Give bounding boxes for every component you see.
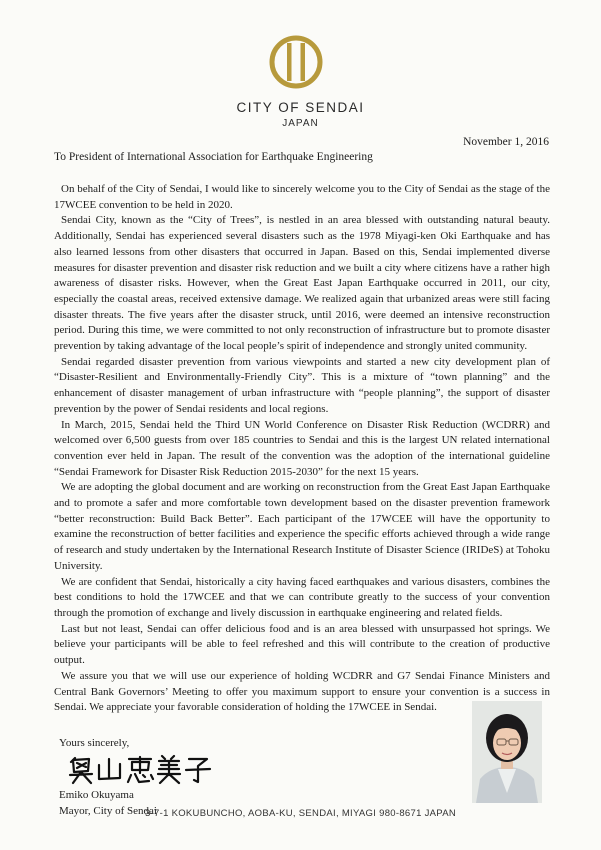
signer-name: Emiko Okuyama [59,789,134,801]
body-paragraph: Sendai regarded disaster prevention from various viewpoints and started a new city development plan of “Disaster-Resilient and Environmentally-Friendly City”. This is a mixture of “town planning” and the enhancement of disaster management of urban infrastructure with “people planning”, the support of disaster prevention by the power of Sendai residents and local regions. [54,355,550,415]
body-paragraph: Sendai City, known as the “City of Trees”, is nestled in an area blessed with outstanding natural beauty. Additionally, Sendai has experienced several disasters such as the 1978 Miyagi-ken Oki Earthquake and has also learned lessons from other disasters that occurred in Japan. Based on this, Sendai implemented diverse measures for disaster prevention and disaster risk reduction and we built a city where citizens have a rather high awareness of disaster risks. However, when the Great East Japan Earthquake occurred in 2011, our city, especially the coastal areas, received extensive damage. We realized again that urbanized areas were still facing disaster threats. The five years after the disaster struck, until 2016, were deemed an intensive reconstruction period. During this time, we were committed to not only reconstruction of infrastructure but to promote disaster prevention by taking advantage of the local people’s spirit of independence and strongly united community. [54,214,550,353]
letter-body [54,182,550,716]
body-paragraph: We are adopting the global document and are working on reconstruction from the Great East Japan Earthquake and to promote a safer and more comfortable town development based on the disaster prevention framework “better reconstruction: Build Back Better”. Each participant of the 17WCEE will have the opportunity to examine the reconstruction of better facilities and experience the specific efforts achieved through a wide range of research and study undertaken by the International Research Institute of Disaster Science (IRIDeS) at Tohoku University. [54,481,550,572]
letter-date: November 1, 2016 [463,136,549,148]
body-paragraph: We assure you that we will use our experience of holding WCDRR and G7 Sendai Finance Ministers and Central Bank Governors’ Meeting to offer you maximum support to ensure your convention is a success in Sendai. We appreciate your favorable consideration of holding the 17WCEE in Sendai. [54,669,550,714]
handwritten-signature [65,753,215,785]
body-paragraph: We are confident that Sendai, historically a city having faced earthquakes and various disasters, combines the best conditions to hold the 17WCEE and that we can contribute greatly to the success of your convention through the promotion of exchange and lively discussion in earthquake engineering and related fields. [54,575,550,619]
body-paragraph: In March, 2015, Sendai held the Third UN World Conference on Disaster Risk Reduction (WCDRR) and welcomed over 6,500 guests from over 185 countries to Sendai and this is the largest UN related international convention ever held in Japan. The result of the convention was the adoption of the international guideline “Sendai Framework for Disaster Risk Reduction 2015-2030” for the next 15 years. [54,418,550,478]
city-name: CITY OF SENDAI [236,100,365,115]
signer-title: Mayor, City of Sendai [59,805,157,817]
body-paragraph: On behalf of the City of Sendai, I would like to sincerely welcome you to the City of Sendai as the stage of the 17WCEE convention to be held in 2020. [54,183,550,211]
sendai-city-emblem-icon [268,33,324,91]
body-paragraph: Last but not least, Sendai can offer delicious food and is an area blessed with unsurpassed hot springs. We believe your participants will be able to feel refreshed and this will contribute to the creation of productive output. [54,622,550,667]
city-country: JAPAN [282,118,319,129]
footer-address: 3-7-1 KOKUBUNCHO, AOBA-KU, SENDAI, MIYAGI 980-8671 JAPAN [144,808,457,819]
addressee-line: To President of International Association for Earthquake Engineering [54,151,373,163]
mayor-portrait-photo [472,701,542,803]
closing-salutation: Yours sincerely, [59,737,130,749]
